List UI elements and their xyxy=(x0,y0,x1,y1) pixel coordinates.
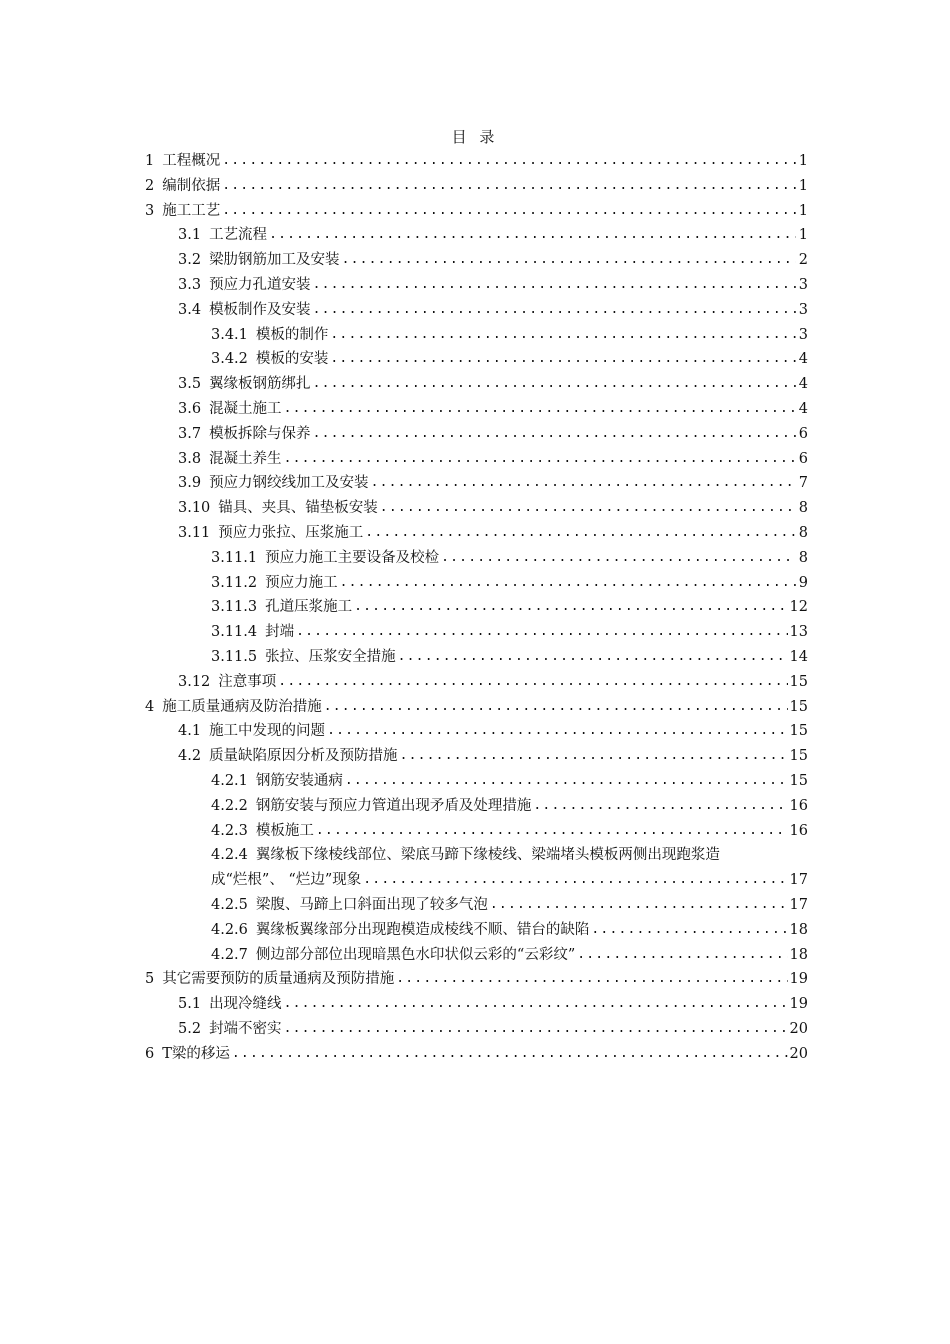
toc-entry-title: 梁肋钢筋加工及安装 xyxy=(209,252,340,269)
toc-entry-number: 3.9 xyxy=(178,475,202,492)
toc-entry-number: 4.2.6 xyxy=(211,921,248,938)
toc-page-number: 12 xyxy=(789,599,808,616)
toc-page-number: 1 xyxy=(798,202,808,219)
toc-entry-title: 预应力施工 xyxy=(265,574,338,591)
toc-entry-number: 3.3 xyxy=(178,276,202,293)
toc-entry-number: 4.2.7 xyxy=(211,946,248,963)
toc-entry-title: T梁的移运 xyxy=(162,1045,230,1062)
toc-title: 目 录 xyxy=(451,128,499,146)
toc-dot-leader xyxy=(232,1042,788,1067)
toc-page-number: 1 xyxy=(798,153,808,169)
toc-entry-title: 孔道压浆施工 xyxy=(265,599,353,616)
toc-entry-title: 预应力孔道安装 xyxy=(209,276,311,293)
toc-dot-leader xyxy=(380,496,796,521)
toc-dot-leader xyxy=(269,223,796,248)
toc-entry-title: 封端不密实 xyxy=(209,1020,282,1037)
toc-entry-number: 3.11 xyxy=(178,524,211,541)
toc-page-number: 14 xyxy=(789,648,808,665)
toc-page-number: 15 xyxy=(789,673,808,690)
toc-entry-continuation[interactable] xyxy=(211,868,808,893)
toc-dot-leader xyxy=(398,645,788,670)
toc-page-number: 15 xyxy=(789,748,808,765)
toc-dot-leader xyxy=(222,174,796,199)
toc-dot-leader xyxy=(533,794,787,819)
toc-page-number: 17 xyxy=(789,872,808,889)
toc-entry-number: 3.11.1 xyxy=(211,549,258,566)
toc-dot-leader xyxy=(577,943,787,968)
toc-dot-leader xyxy=(396,967,787,992)
toc-dot-leader xyxy=(441,546,796,571)
toc-entry-title: 翼缘板翼缘部分出现跑模造成棱线不顺、错台的缺陷 xyxy=(255,921,590,938)
table-of-contents xyxy=(145,149,808,1066)
toc-entry[interactable] xyxy=(145,794,808,819)
toc-page-number: 3 xyxy=(798,276,808,293)
toc-entry-number: 5.2 xyxy=(178,1020,202,1037)
toc-page-number: 17 xyxy=(789,896,808,913)
toc-page-number: 6 xyxy=(798,425,808,442)
toc-entry-title: 钢筋安装与预应力管道出现矛盾及处理措施 xyxy=(255,797,532,814)
toc-page-number: 6 xyxy=(798,450,808,467)
toc-page-number: 1 xyxy=(798,227,808,244)
toc-dot-leader xyxy=(490,893,788,918)
toc-page-number: 15 xyxy=(789,698,808,715)
toc-entry[interactable] xyxy=(145,397,808,422)
toc-page-number: 20 xyxy=(789,1045,808,1062)
toc-entry[interactable] xyxy=(145,918,808,943)
toc-entry-number: 1 xyxy=(145,153,155,169)
toc-entry[interactable] xyxy=(145,372,808,397)
toc-entry-number: 4.2.1 xyxy=(211,772,248,789)
toc-entry-number: 3.11.3 xyxy=(211,599,258,616)
toc-entry-title: 混凝土施工 xyxy=(209,400,282,417)
toc-entry-number: 3.11.5 xyxy=(211,648,258,665)
toc-entry-number: 4.2.5 xyxy=(211,896,248,913)
toc-entry-title: 张拉、压浆安全措施 xyxy=(265,648,396,665)
toc-entry-number: 3.11.2 xyxy=(211,574,258,591)
toc-entry[interactable] xyxy=(145,670,808,695)
toc-entry[interactable] xyxy=(145,223,808,248)
toc-entry[interactable] xyxy=(145,546,808,571)
toc-entry-title: 出现冷缝线 xyxy=(209,996,282,1013)
toc-entry-title: 封端 xyxy=(265,624,295,641)
toc-dot-leader xyxy=(284,447,796,472)
toc-entry[interactable] xyxy=(145,819,808,844)
toc-entry[interactable] xyxy=(145,645,808,670)
toc-entry-number: 4.2 xyxy=(178,748,202,765)
toc-dot-leader xyxy=(591,918,787,943)
toc-entry[interactable] xyxy=(145,248,808,273)
toc-page-number: 18 xyxy=(789,946,808,963)
toc-entry-title: 模板拆除与保养 xyxy=(209,425,311,442)
toc-dot-leader xyxy=(340,571,796,596)
toc-entry-title: 模板制作及安装 xyxy=(209,301,311,318)
toc-page-number: 8 xyxy=(798,524,808,541)
toc-page-number: 19 xyxy=(789,971,808,988)
toc-entry[interactable] xyxy=(145,719,808,744)
toc-entry[interactable] xyxy=(145,273,808,298)
toc-entry-title: 模板的制作 xyxy=(255,326,329,343)
toc-entry[interactable] xyxy=(145,1042,808,1067)
toc-page-number: 7 xyxy=(798,475,808,492)
toc-dot-leader xyxy=(365,521,796,546)
toc-entry-number: 3.5 xyxy=(178,376,202,393)
toc-page-number: 2 xyxy=(798,252,808,269)
toc-entry[interactable] xyxy=(145,422,808,447)
toc-entry-number: 3.6 xyxy=(178,400,202,417)
toc-page-number: 16 xyxy=(789,822,808,839)
toc-entry-number: 3 xyxy=(145,202,155,219)
toc-entry[interactable] xyxy=(145,199,808,224)
toc-entry-number: 6 xyxy=(145,1045,155,1062)
toc-entry[interactable] xyxy=(145,447,808,472)
toc-entry-title: 锚具、夹具、锚垫板安装 xyxy=(218,500,378,517)
toc-entry-number: 4.2.4 xyxy=(211,847,248,864)
toc-entry-title-continuation: 成“烂根”、 “烂边”现象 xyxy=(211,872,362,889)
toc-entry[interactable] xyxy=(145,323,808,348)
toc-entry-title: 梁腹、马蹄上口斜面出现了较多气泡 xyxy=(255,896,488,913)
toc-entry[interactable] xyxy=(145,174,808,199)
toc-page-number: 15 xyxy=(789,723,808,740)
toc-entry-number: 3.8 xyxy=(178,450,202,467)
toc-entry-number: 3.4.1 xyxy=(211,326,248,343)
toc-dot-leader xyxy=(284,992,788,1017)
toc-entry-title: 其它需要预防的质量通病及预防措施 xyxy=(162,971,395,988)
toc-entry[interactable] xyxy=(145,496,808,521)
toc-dot-leader xyxy=(345,769,788,794)
toc-dot-leader xyxy=(313,422,796,447)
toc-dot-leader xyxy=(342,248,796,273)
toc-entry-number: 3.11.4 xyxy=(211,624,258,641)
toc-dot-leader xyxy=(371,471,796,496)
toc-entry-number: 3.2 xyxy=(178,252,202,269)
toc-entry-number: 3.12 xyxy=(178,673,211,690)
toc-page-number: 8 xyxy=(798,500,808,517)
toc-page-number: 4 xyxy=(798,376,808,393)
toc-entry[interactable] xyxy=(145,595,808,620)
toc-entry-title: 混凝土养生 xyxy=(209,450,282,467)
toc-entry-number: 3.7 xyxy=(178,425,202,442)
toc-page-number: 8 xyxy=(798,549,808,566)
toc-dot-leader xyxy=(278,670,787,695)
toc-entry[interactable] xyxy=(145,471,808,496)
toc-entry-title: 施工中发现的问题 xyxy=(209,723,326,740)
toc-dot-leader xyxy=(354,595,787,620)
toc-page-number: 13 xyxy=(789,624,808,641)
toc-dot-leader xyxy=(296,620,787,645)
toc-entry-title: 钢筋安装通病 xyxy=(255,772,343,789)
toc-entry[interactable] xyxy=(145,149,808,174)
toc-entry-title: 注意事项 xyxy=(218,673,277,690)
toc-dot-leader xyxy=(400,744,788,769)
toc-page-number: 15 xyxy=(789,772,808,789)
toc-page-number: 18 xyxy=(789,921,808,938)
toc-dot-leader xyxy=(324,695,788,720)
toc-dot-leader xyxy=(313,298,796,323)
toc-dot-leader xyxy=(313,273,796,298)
toc-entry-title: 编制依据 xyxy=(162,177,221,194)
toc-entry-number: 3.4 xyxy=(178,301,202,318)
toc-dot-leader xyxy=(330,347,796,372)
toc-entry-number: 5 xyxy=(145,971,155,988)
toc-page-number: 4 xyxy=(798,400,808,417)
toc-page-number: 3 xyxy=(798,301,808,318)
toc-entry[interactable] xyxy=(145,521,808,546)
toc-entry[interactable] xyxy=(145,347,808,372)
toc-entry-number: 3.4.2 xyxy=(211,351,248,368)
toc-entry-title: 工艺流程 xyxy=(209,227,268,244)
toc-entry-number: 4.2.2 xyxy=(211,797,248,814)
toc-dot-leader xyxy=(222,149,796,174)
toc-entry-title: 翼缘板下缘棱线部位、梁底马蹄下缘棱线、梁端堵头模板两侧出现跑浆造 xyxy=(255,847,720,864)
toc-entry[interactable] xyxy=(145,695,808,720)
toc-dot-leader xyxy=(363,868,787,893)
toc-entry-number: 4 xyxy=(145,698,155,715)
toc-page-number: 1 xyxy=(798,177,808,194)
toc-entry[interactable] xyxy=(145,943,808,968)
toc-entry-title: 预应力施工主要设备及校检 xyxy=(265,549,440,566)
toc-entry[interactable] xyxy=(145,571,808,596)
toc-dot-leader xyxy=(222,199,796,224)
toc-entry[interactable] xyxy=(145,893,808,918)
toc-entry[interactable] xyxy=(145,843,808,868)
toc-page-number: 19 xyxy=(789,996,808,1013)
toc-entry-number: 2 xyxy=(145,177,155,194)
toc-entry[interactable] xyxy=(145,744,808,769)
toc-dot-leader xyxy=(327,719,787,744)
toc-dot-leader xyxy=(284,1017,788,1042)
toc-entry[interactable] xyxy=(145,769,808,794)
toc-entry[interactable] xyxy=(145,967,808,992)
toc-entry-number: 4.1 xyxy=(178,723,202,740)
toc-entry-number: 5.1 xyxy=(178,996,202,1013)
toc-entry[interactable] xyxy=(145,1017,808,1042)
toc-page-number: 3 xyxy=(798,326,808,343)
toc-dot-leader xyxy=(330,323,796,348)
toc-dot-leader xyxy=(284,397,796,422)
toc-entry-title: 施工质量通病及防治措施 xyxy=(162,698,322,715)
toc-entry-number: 4.2.3 xyxy=(211,822,248,839)
toc-entry-title: 侧边部分部位出现暗黑色水印状似云彩的“云彩纹” xyxy=(255,946,576,963)
toc-page-number: 16 xyxy=(789,797,808,814)
toc-entry-title: 工程概况 xyxy=(162,153,221,169)
toc-entry-number: 3.1 xyxy=(178,227,202,244)
toc-dot-leader xyxy=(313,372,796,397)
toc-page-number: 4 xyxy=(798,351,808,368)
toc-entry-title: 翼缘板钢筋绑扎 xyxy=(209,376,311,393)
toc-entry-title: 施工工艺 xyxy=(162,202,221,219)
toc-entry[interactable] xyxy=(145,620,808,645)
toc-dot-leader xyxy=(316,819,788,844)
toc-entry-title: 模板施工 xyxy=(255,822,314,839)
toc-entry[interactable] xyxy=(145,298,808,323)
toc-page-number: 20 xyxy=(789,1020,808,1037)
toc-entry-number: 3.10 xyxy=(178,500,211,517)
toc-page-number: 9 xyxy=(798,574,808,591)
toc-entry-title: 预应力张拉、压浆施工 xyxy=(218,524,364,541)
toc-entry-title: 模板的安装 xyxy=(255,351,329,368)
toc-entry-title: 质量缺陷原因分析及预防措施 xyxy=(209,748,398,765)
toc-entry[interactable] xyxy=(145,992,808,1017)
toc-entry-title: 预应力钢绞线加工及安装 xyxy=(209,475,369,492)
